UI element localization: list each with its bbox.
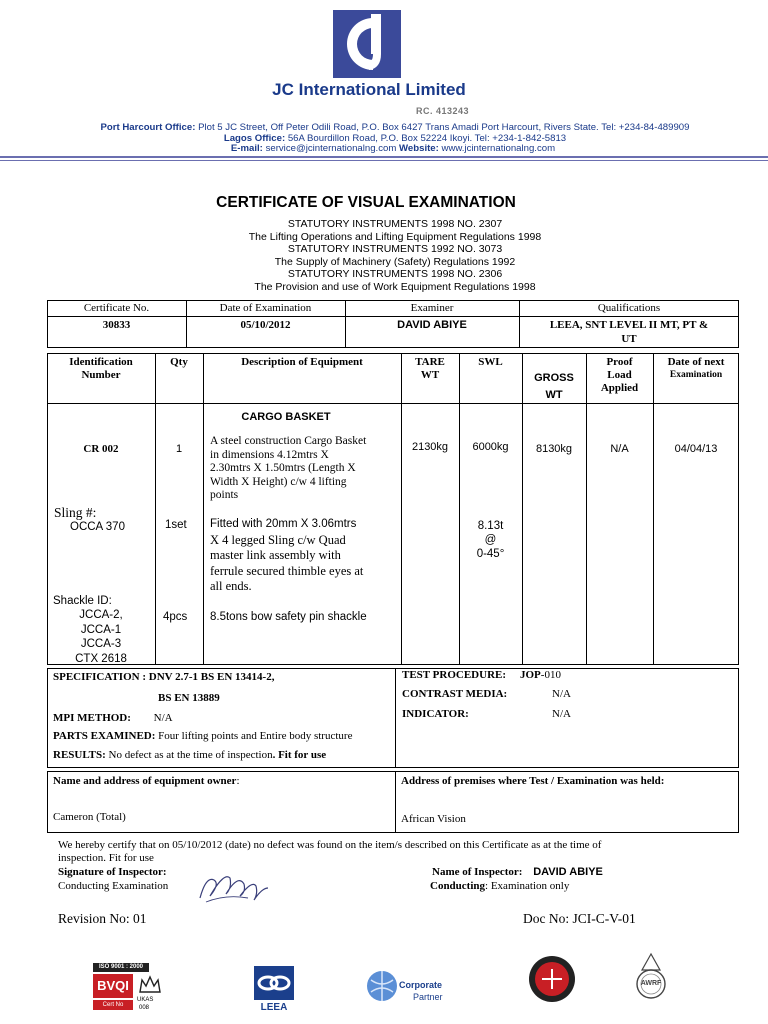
premises-label: Address of premises where Test / Examination was held: [401, 775, 665, 787]
statutory-line: The Provision and use of Work Equipment Regulations 1998 [254, 281, 536, 293]
header-tare-wt: TARE WT [415, 356, 445, 381]
statutory-line: STATUTORY INSTRUMENTS 1998 NO. 2307 [287, 218, 503, 230]
test-procedure-label: TEST PROCEDURE: [402, 669, 507, 681]
cargo-basket-swl: 6000kg [472, 441, 509, 453]
header-gross-wt: GROSS WT [534, 372, 574, 401]
sling-qty: 1set [165, 519, 187, 531]
cargo-basket-description: A steel construction Cargo Basket in dimensions 4.12mtrs X 2.30mtrs X 1.50mtrs (Length X Width X Height) c/w 4 lifting points [210, 435, 367, 501]
header-examiner: Examiner [410, 302, 454, 314]
header-divider-thin [0, 160, 768, 161]
header-swl: SWL [478, 356, 503, 368]
awrf-crest-icon [630, 952, 672, 1000]
statutory-line: The Supply of Machinery (Safety) Regulations 1992 [274, 256, 516, 268]
company-logo-icon [333, 10, 401, 78]
revision-number: Revision No: 01 [58, 911, 147, 926]
certify-statement: We hereby certify that on 05/10/2012 (date) no defect was found on the item/s described on this Certificate as at the time of [58, 839, 602, 851]
date-of-examination: 05/10/2012 [240, 319, 291, 331]
header-proof-load: Proof Load Applied [600, 356, 639, 394]
cargo-basket-next-exam: 04/04/13 [674, 443, 718, 455]
statutory-line: STATUTORY INSTRUMENTS 1992 NO. 3073 [287, 243, 503, 255]
leea-logo: LEEA [250, 966, 298, 1014]
indicator-value: N/A [552, 708, 571, 720]
sling-label: Sling #: [54, 505, 97, 520]
header-certificate-no: Certificate No. [83, 302, 150, 314]
header-qty: Qty [170, 356, 188, 368]
conducting-examination: Conducting Examination [58, 880, 169, 892]
shackle-ids: JCCA-2, JCCA-1 JCCA-3 CTX 2618 [75, 609, 127, 665]
qualifications-line1: LEEA, SNT LEVEL II MT, PT & [549, 319, 709, 331]
inspector-name: Name of Inspector: DAVID ABIYE [432, 866, 603, 878]
header-date-next: Date of next Examination [667, 356, 725, 380]
mpi-method: MPI METHOD: N/A [53, 712, 173, 724]
certify-statement-line2: inspection. Fit for use [58, 852, 154, 864]
inspector-signature-icon [196, 866, 272, 906]
header-date-of-examination: Date of Examination [219, 302, 312, 314]
specification: SPECIFICATION : DNV 2.7-1 BS EN 13414-2, [53, 671, 275, 683]
globe-icon [365, 966, 399, 1010]
premises-value: African Vision [401, 813, 466, 825]
header-qualifications: Qualifications [597, 302, 661, 314]
rc-number: RC. 413243 [416, 106, 470, 116]
header-identification: Identification Number [69, 356, 133, 381]
shackle-qty: 4pcs [163, 611, 188, 623]
shackle-description: 8.5tons bow safety pin shackle [210, 611, 367, 623]
sling-id: OCCA 370 [70, 521, 125, 533]
corporate-partner-logo: Corporate Partner [365, 966, 455, 1012]
association-seal-icon [528, 955, 576, 1003]
document-number: Doc No: JCI-C-V-01 [523, 911, 636, 926]
lagos-address: Lagos Office: 56A Bourdillon Road, P.O. Box 52224 Ikoyi. Tel: +234-1-842-5813 [223, 133, 567, 144]
header-divider [0, 156, 768, 158]
owner-label: Name and address of equipment owner: [53, 775, 240, 787]
port-harcourt-address: Port Harcourt Office: Plot 5 JC Street, Off Peter Odili Road, P.O. Box 6427 Trans Amadi Port Harcourt, Rivers State. Tel: +234-84-489909 [100, 122, 690, 133]
statutory-line: STATUTORY INSTRUMENTS 1998 NO. 2306 [287, 268, 503, 280]
iso-certification-logo: ISO 9001 : 2000 BVQI UKAS Cert No 227173 008 [93, 963, 165, 1015]
website-link[interactable]: www.jcinternationalng.com [441, 143, 556, 154]
sling-description: Fitted with 20mm X 3.06mtrs X 4 legged Sling c/w Quad master link assembly with ferrule secured thimble eyes at all ends. [210, 518, 364, 593]
statutory-line: The Lifting Operations and Lifting Equipment Regulations 1998 [248, 231, 542, 243]
cargo-basket-tare: 2130kg [411, 441, 449, 453]
certificate-title: CERTIFICATE OF VISUAL EXAMINATION [216, 194, 516, 211]
contrast-media-label: CONTRAST MEDIA: [402, 688, 508, 700]
qualifications-line2: UT [621, 333, 637, 345]
test-procedure-value: JOP-010 [520, 669, 561, 681]
results: RESULTS: No defect as at the time of inspection. Fit for use [53, 749, 327, 761]
signature-label: Signature of Inspector: [58, 866, 167, 878]
email-link[interactable]: service@jcinternationalng.com [265, 143, 397, 154]
contrast-media-value: N/A [552, 688, 571, 700]
cargo-basket-id: CR 002 [83, 443, 119, 455]
cargo-basket-qty: 1 [175, 443, 183, 455]
company-name: JC International Limited [272, 80, 466, 99]
bvqi-icon: BVQI [93, 974, 133, 998]
owner-value: Cameron (Total) [53, 811, 126, 823]
examiner-name: DAVID ABIYE [397, 319, 467, 331]
conducting-right: Conducting: Examination only [430, 880, 570, 892]
cargo-basket-heading: CARGO BASKET [241, 411, 331, 423]
contact-line: E-mail: service@jcinternationalng.com Website: www.jcinternationalng.com [230, 143, 556, 154]
ukas-crown-icon [137, 974, 163, 998]
parts-examined: PARTS EXAMINED: Four lifting points and Entire body structure [53, 730, 353, 742]
cargo-basket-proof: N/A [610, 443, 629, 455]
certificate-no: 30833 [102, 319, 131, 331]
indicator-label: INDICATOR: [402, 708, 469, 720]
shackle-label: Shackle ID: [53, 595, 112, 607]
specification-line2: BS EN 13889 [158, 692, 220, 704]
sling-swl: 8.13t @ 0-45° [476, 520, 505, 560]
cargo-basket-gross: 8130kg [535, 443, 573, 455]
awrf-logo: AWRF [630, 952, 672, 1014]
leea-chain-icon [254, 966, 294, 1000]
header-description: Description of Equipment [241, 356, 363, 368]
